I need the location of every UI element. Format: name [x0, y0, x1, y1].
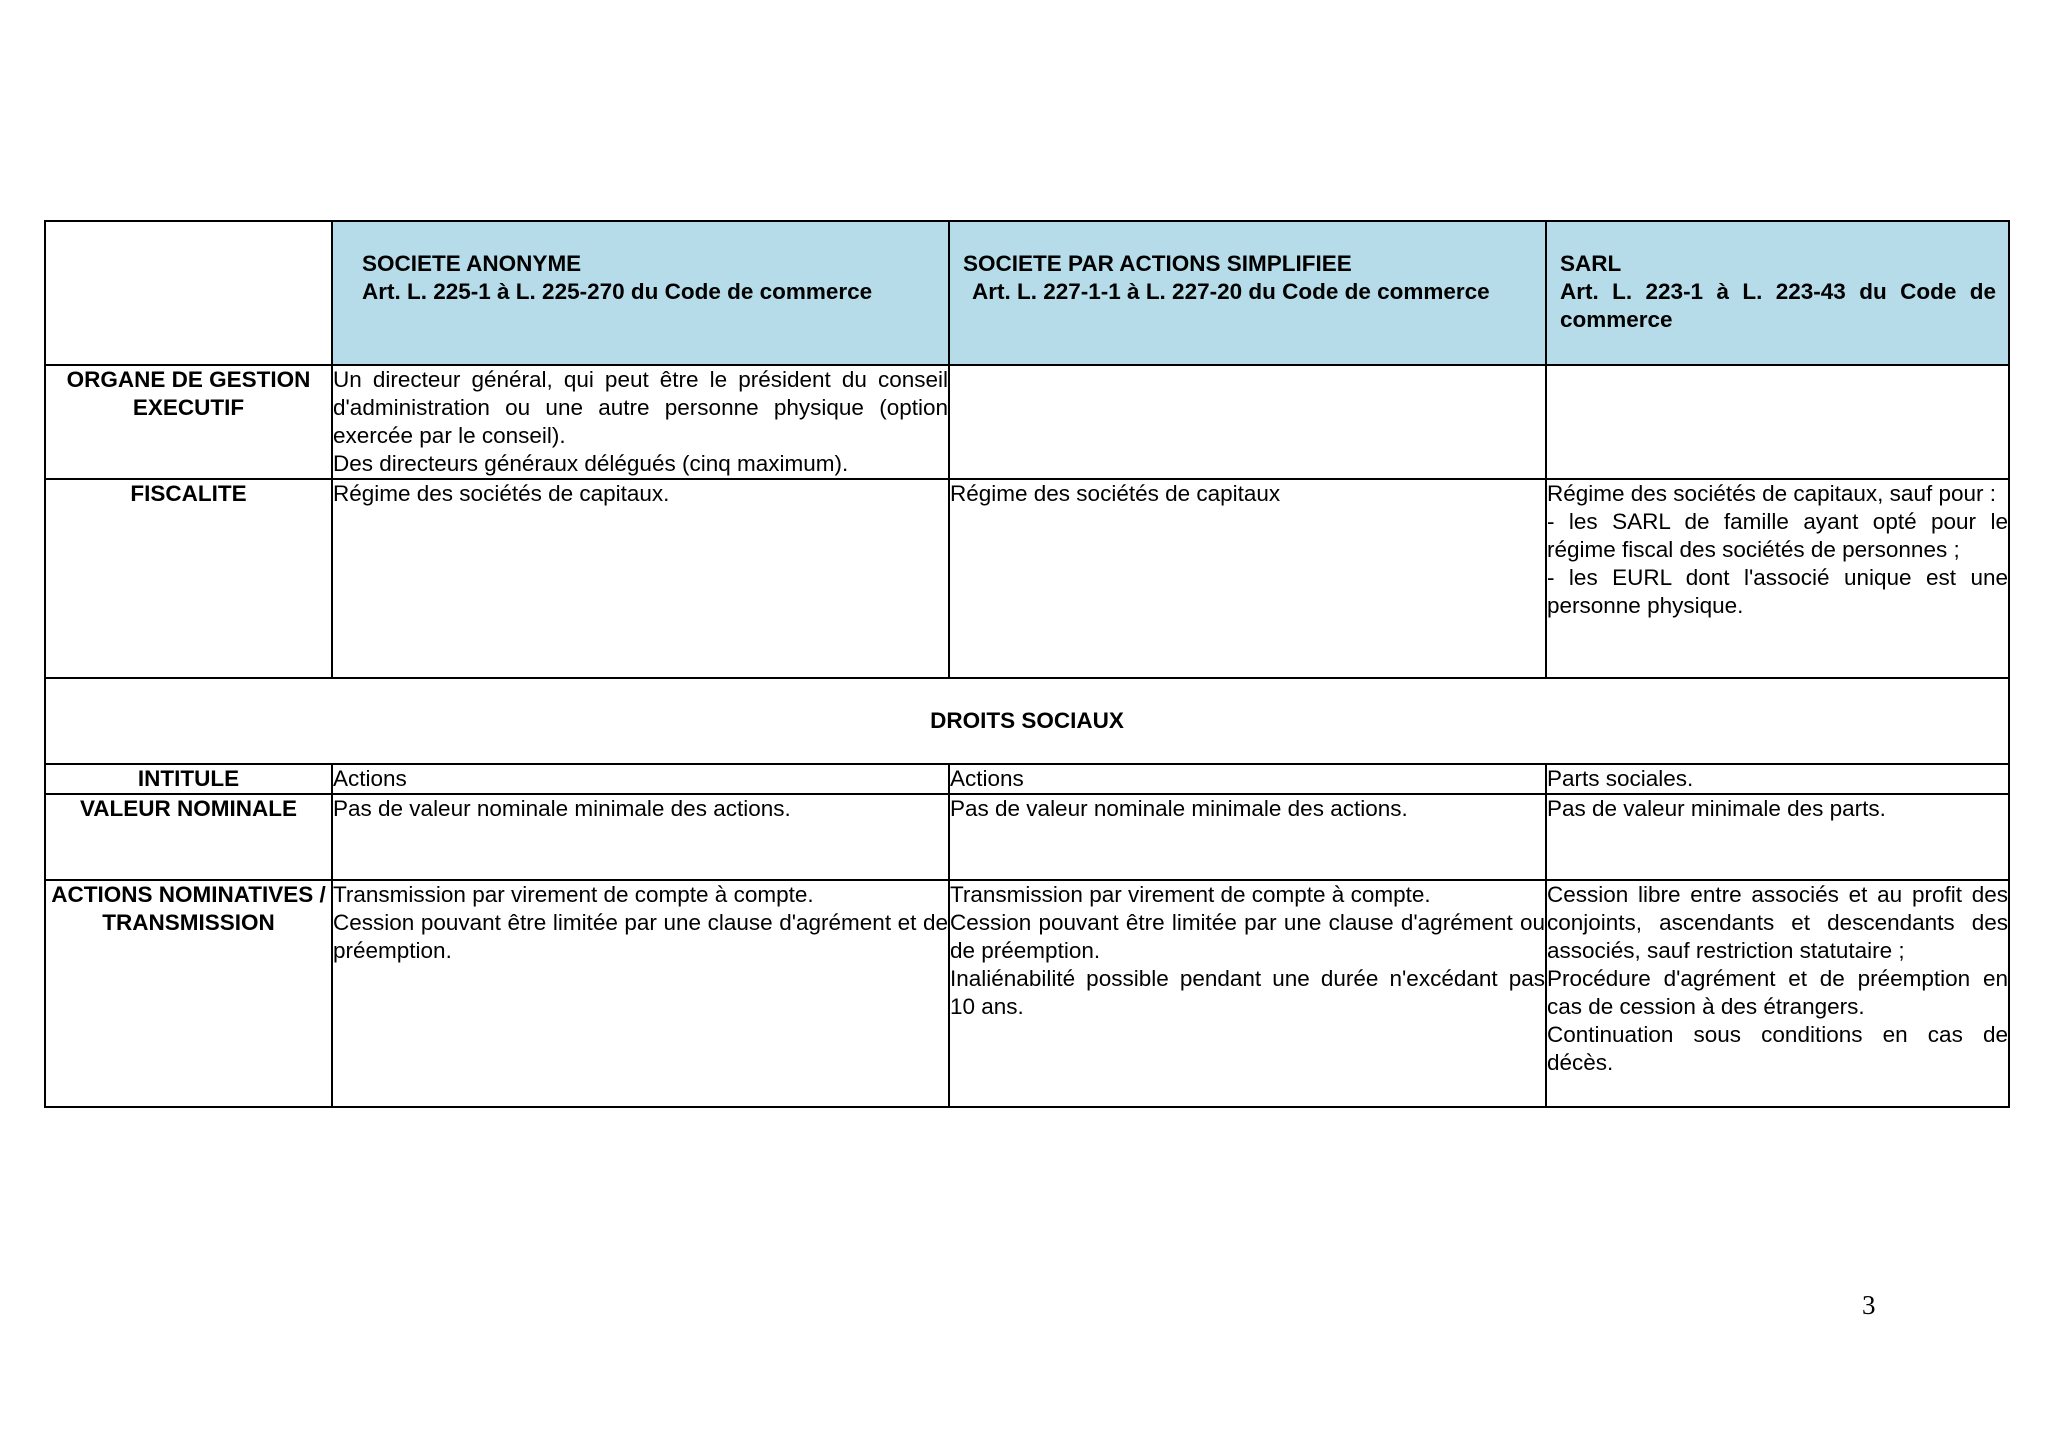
row-intitule — [45, 764, 2009, 794]
actions-sarl-para-3: Continuation sous conditions en cas de décès. — [1547, 1022, 2008, 1075]
valeur-sarl-cell — [1546, 794, 2009, 880]
row-label-actions: ACTIONS NOMINATIVES / TRANSMISSION — [45, 880, 332, 1107]
row-label-fiscalite: FISCALITE — [45, 479, 332, 678]
fiscalite-sa-text: Régime des sociétés de capitaux. — [333, 481, 670, 506]
fiscalite-sarl-para-2: - les SARL de famille ayant opté pour le régime fiscal des sociétés de personnes ; — [1547, 509, 2008, 562]
organe-sarl-cell — [1546, 365, 2009, 479]
fiscalite-sarl-cell — [1546, 479, 2009, 678]
fiscalite-sas-text: Régime des sociétés de capitaux — [950, 481, 1281, 506]
valeur-sas-text: Pas de valeur nominale minimale des actions. — [950, 796, 1408, 821]
organe-sas-cell — [949, 365, 1546, 479]
intitule-sarl-cell: Parts sociales. — [1546, 764, 2009, 794]
comparison-table — [44, 220, 2010, 1108]
actions-sas-para-2: Cession pouvant être limitée par une clause d'agrément ou de préemption. — [950, 910, 1545, 963]
actions-sarl-cell — [1546, 880, 2009, 1107]
row-label-valeur: VALEUR NOMINALE — [45, 794, 332, 880]
header-sa-title: SOCIETE ANONYME — [362, 251, 582, 276]
header-sas-ref: Art. L. 227-1-1 à L. 227-20 du Code de commerce — [972, 279, 1490, 304]
actions-sarl-para-2: Procédure d'agrément et de préemption en cas de cession à des étrangers. — [1547, 966, 2008, 1019]
header-sarl-ref: Art. L. 223-1 à L. 223-43 du Code de commerce — [1560, 279, 1996, 332]
fiscalite-sarl-para-3: - les EURL dont l'associé unique est une personne physique. — [1547, 565, 2008, 618]
fiscalite-sa-cell — [332, 479, 949, 678]
actions-sas-para-1: Transmission par virement de compte à compte. — [950, 882, 1431, 907]
actions-sas-para-3: Inaliénabilité possible pendant une durée n'excédant pas 10 ans. — [950, 966, 1545, 1019]
header-sarl-title: SARL — [1560, 251, 1622, 276]
page-number: 3 — [1862, 1290, 1876, 1320]
header-sarl-cell — [1546, 221, 2009, 365]
row-fiscalite — [45, 479, 2009, 678]
intitule-sas-cell: Actions — [949, 764, 1546, 794]
actions-sarl-para-1: Cession libre entre associés et au profit des conjoints, ascendants et descendants des associés, sauf restriction statutaire ; — [1547, 882, 2008, 963]
row-valeur-nominale — [45, 794, 2009, 880]
actions-sas-cell — [949, 880, 1546, 1107]
organe-sa-cell — [332, 365, 949, 479]
intitule-sa-cell: Actions — [332, 764, 949, 794]
header-sa-ref: Art. L. 225-1 à L. 225-270 du Code de commerce — [362, 279, 873, 304]
valeur-sa-text: Pas de valeur nominale minimale des actions. — [333, 796, 791, 821]
section-title: DROITS SOCIAUX — [45, 678, 2009, 764]
organe-sa-para-2: Des directeurs généraux délégués (cinq maximum). — [333, 451, 849, 476]
row-label-intitule: INTITULE — [45, 764, 332, 794]
row-actions-nominatives — [45, 880, 2009, 1107]
valeur-sarl-text: Pas de valeur minimale des parts. — [1547, 796, 1886, 821]
actions-sa-para-2: Cession pouvant être limitée par une clause d'agrément et de préemption. — [333, 910, 948, 963]
header-row — [45, 221, 2009, 365]
row-organe — [45, 365, 2009, 479]
header-sas-title: SOCIETE PAR ACTIONS SIMPLIFIEE — [963, 251, 1352, 276]
fiscalite-sarl-para-1: Régime des sociétés de capitaux, sauf pour : — [1547, 481, 1997, 506]
fiscalite-sas-cell — [949, 479, 1546, 678]
organe-sa-para-1: Un directeur général, qui peut être le président du conseil d'administration ou une autre personne physique (option exercée par le conseil). — [333, 367, 948, 448]
header-sas-cell — [949, 221, 1546, 365]
row-label-organe: ORGANE DE GESTION EXECUTIF — [45, 365, 332, 479]
actions-sa-para-1: Transmission par virement de compte à compte. — [333, 882, 814, 907]
valeur-sa-cell — [332, 794, 949, 880]
header-sa-cell — [332, 221, 949, 365]
header-empty-cell — [45, 221, 332, 365]
actions-sa-cell — [332, 880, 949, 1107]
row-section-droits-sociaux — [45, 678, 2009, 764]
valeur-sas-cell — [949, 794, 1546, 880]
